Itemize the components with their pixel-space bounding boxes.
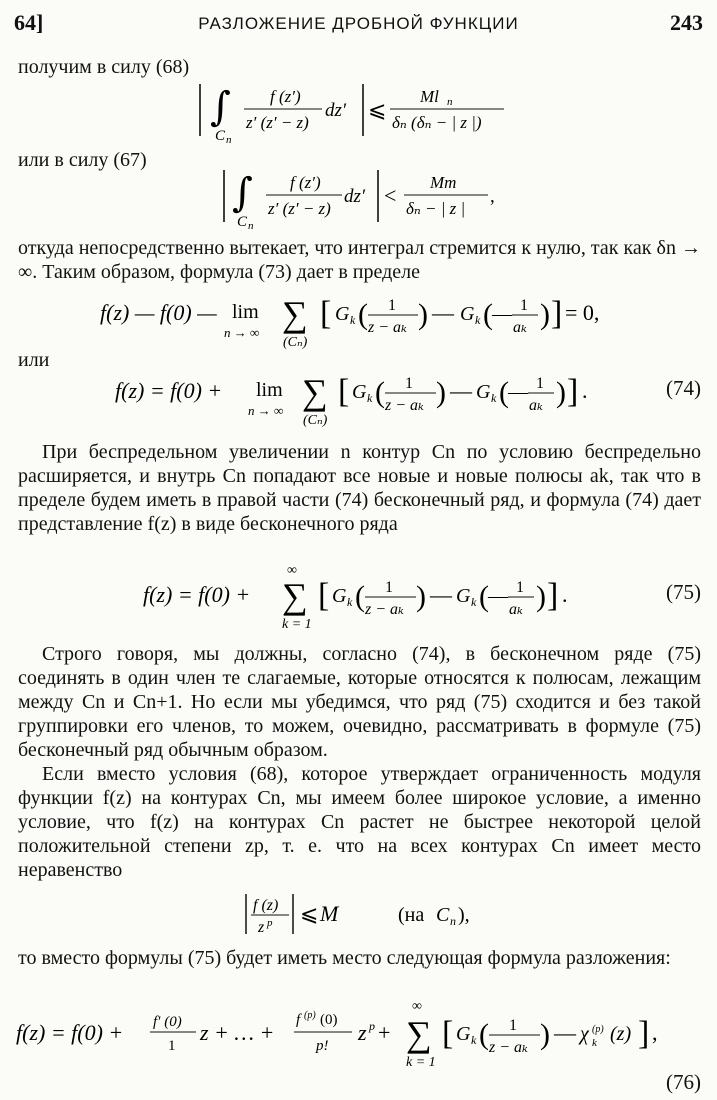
svg-text:z: z bbox=[258, 919, 265, 936]
svg-text:k = 1: k = 1 bbox=[282, 617, 312, 632]
svg-text:—: — bbox=[450, 378, 472, 403]
svg-text:Ml: Ml bbox=[420, 87, 439, 106]
svg-text:(: ( bbox=[358, 298, 368, 331]
svg-text:1: 1 bbox=[405, 375, 413, 392]
svg-text:.: . bbox=[562, 582, 568, 607]
svg-text:—: — bbox=[430, 582, 452, 607]
svg-text:G: G bbox=[476, 381, 491, 403]
svg-text:(Cₙ): (Cₙ) bbox=[283, 335, 308, 350]
svg-text:): ) bbox=[540, 1018, 550, 1051]
paragraph-or-67: или в силу (67) bbox=[18, 149, 147, 171]
svg-text:C: C bbox=[237, 214, 248, 230]
svg-text:p: p bbox=[267, 917, 273, 929]
svg-text:): ) bbox=[418, 298, 428, 331]
svg-text:1: 1 bbox=[520, 297, 528, 314]
svg-text:G: G bbox=[335, 303, 350, 325]
equation-75 bbox=[0, 562, 717, 632]
svg-text:): ) bbox=[556, 376, 566, 409]
svg-text:—: — bbox=[508, 381, 528, 403]
svg-text:): ) bbox=[540, 298, 550, 331]
svg-text:(на: (на bbox=[398, 904, 425, 926]
svg-text:∞: ∞ bbox=[412, 999, 422, 1014]
paragraph-growth-condition: Если вместо условия (68), которое утверждает ограниченность модуля функции f(z) на контурах Cn, мы имеем более широкое условие, а именно условие, что f(z) на контурах Cn растет не быстрее некоторой целой положительной степени zp, т. е. что на всех контурах Cn имеет место неравенство bbox=[18, 763, 701, 881]
svg-text:(z): (z) bbox=[610, 1023, 632, 1045]
svg-text:⩽: ⩽ bbox=[368, 97, 387, 122]
svg-text:(: ( bbox=[479, 580, 489, 613]
svg-text:—: — bbox=[488, 585, 508, 607]
svg-text:∑: ∑ bbox=[282, 294, 308, 334]
svg-text:—: — bbox=[492, 303, 512, 325]
svg-text:aₖ: aₖ bbox=[529, 397, 543, 414]
svg-text:(: ( bbox=[479, 1018, 489, 1051]
svg-text:∫: ∫ bbox=[232, 170, 253, 216]
svg-text:p: p bbox=[369, 1019, 375, 1033]
svg-text:n → ∞: n → ∞ bbox=[248, 403, 284, 418]
paragraph-strictly-speaking: Строго говоря, мы должны, согласно (74), в бесконечном ряде (75) соединять в один член те слагаемые, которые относятся к полюсам, лежащим между Cn и Cn+1. Но если мы убедимся, что ряд (75) сходится и без такой группировки его членов, то можем, очевидно, рассматривать в формуле (75) бесконечный ряд обычным образом. bbox=[18, 643, 701, 761]
equation-limit-zero bbox=[0, 290, 717, 350]
svg-text:(p): (p) bbox=[304, 1010, 316, 1021]
svg-text:): ) bbox=[416, 580, 426, 613]
svg-text:∑: ∑ bbox=[302, 372, 328, 412]
equation-76 bbox=[0, 996, 717, 1094]
svg-text:k: k bbox=[471, 595, 477, 609]
svg-text:[: [ bbox=[338, 373, 350, 410]
svg-text:k: k bbox=[592, 1037, 597, 1049]
svg-text:): ) bbox=[436, 376, 446, 409]
svg-text:f (z): f (z) bbox=[253, 897, 279, 914]
svg-text:n: n bbox=[447, 96, 453, 108]
svg-text:z: z bbox=[358, 1020, 367, 1045]
svg-text:∑: ∑ bbox=[406, 1014, 432, 1054]
svg-text:k: k bbox=[350, 313, 356, 327]
svg-text:(0): (0) bbox=[320, 1012, 338, 1028]
svg-text:z′ (z′ − z): z′ (z′ − z) bbox=[246, 113, 309, 132]
svg-text:(: ( bbox=[483, 298, 493, 331]
svg-text:δₙ (δₙ − | z |): δₙ (δₙ − | z |) bbox=[392, 113, 482, 132]
svg-text:z′ (z′ − z): z′ (z′ − z) bbox=[268, 199, 331, 218]
svg-text:k: k bbox=[491, 391, 497, 405]
svg-text:k: k bbox=[471, 1033, 477, 1047]
svg-text:.: . bbox=[582, 378, 588, 403]
svg-text:(p): (p) bbox=[592, 1024, 604, 1035]
svg-text:∫: ∫ bbox=[210, 84, 231, 130]
svg-text:z + … +: z + … + bbox=[200, 1020, 275, 1045]
svg-text:n → ∞: n → ∞ bbox=[224, 325, 260, 340]
svg-text:G: G bbox=[460, 303, 475, 325]
paragraph-integral-tends: откуда непосредственно вытекает, что интеграл стремится к нулю, так как δn → ∞. Таким образом, формула (73) дает в пределе bbox=[18, 237, 701, 283]
svg-text:aₖ: aₖ bbox=[509, 601, 523, 618]
svg-text:,: , bbox=[652, 1020, 658, 1045]
svg-text:): ) bbox=[536, 580, 546, 613]
svg-text:n: n bbox=[248, 220, 254, 232]
svg-text:lim: lim bbox=[256, 379, 283, 401]
svg-text:∞: ∞ bbox=[287, 563, 297, 578]
svg-text:f(z) — f(0) —: f(z) — f(0) — bbox=[100, 300, 217, 325]
svg-text:]: ] bbox=[567, 373, 579, 410]
running-title: РАЗЛОЖЕНИЕ ДРОБНОЙ ФУНКЦИИ bbox=[198, 14, 519, 33]
svg-text:δₙ − | z |: δₙ − | z | bbox=[406, 199, 466, 218]
svg-text:f′ (0): f′ (0) bbox=[153, 1014, 182, 1030]
svg-text:]: ] bbox=[547, 577, 559, 614]
svg-text:χ: χ bbox=[580, 1023, 589, 1045]
page-number: 243 bbox=[670, 10, 703, 35]
equation-number-74: (74) bbox=[666, 376, 701, 400]
svg-text:G: G bbox=[352, 381, 367, 403]
svg-text:]: ] bbox=[638, 1015, 650, 1052]
svg-text:lim: lim bbox=[232, 301, 259, 323]
svg-text:dz′: dz′ bbox=[325, 100, 347, 121]
svg-text:1: 1 bbox=[388, 297, 396, 314]
svg-text:aₖ: aₖ bbox=[513, 319, 527, 336]
paragraph-expansion-formula: то вместо формулы (75) будет иметь место следующая формула разложения: bbox=[18, 947, 671, 969]
svg-text:C: C bbox=[436, 904, 450, 926]
svg-text:f(z) = f(0) +: f(z) = f(0) + bbox=[143, 582, 251, 607]
svg-text:z − aₖ: z − aₖ bbox=[368, 319, 407, 336]
equation-growth-bound bbox=[0, 888, 717, 940]
svg-text:C: C bbox=[215, 128, 226, 144]
svg-text:),: ), bbox=[458, 904, 470, 926]
svg-text:]: ] bbox=[551, 295, 563, 332]
svg-text:,: , bbox=[490, 186, 495, 207]
paragraph-intro: получим в силу (68) bbox=[18, 56, 190, 78]
svg-text:—: — bbox=[432, 300, 454, 325]
running-header bbox=[14, 10, 703, 40]
svg-text:(: ( bbox=[355, 580, 365, 613]
svg-text:= 0,: = 0, bbox=[565, 300, 600, 325]
svg-text:G: G bbox=[332, 585, 347, 607]
svg-text:z − aₖ: z − aₖ bbox=[489, 1039, 528, 1056]
svg-text:k: k bbox=[475, 313, 481, 327]
svg-text:z − aₖ: z − aₖ bbox=[385, 397, 424, 414]
equation-number-75: (75) bbox=[666, 580, 701, 604]
equation-number-76: (76) bbox=[666, 1070, 701, 1094]
svg-text:1: 1 bbox=[536, 375, 544, 392]
svg-text:dz′: dz′ bbox=[344, 186, 366, 207]
svg-text:[: [ bbox=[442, 1015, 454, 1052]
section-number: 64] bbox=[14, 10, 44, 35]
svg-text:k: k bbox=[347, 595, 353, 609]
svg-text:(: ( bbox=[499, 376, 509, 409]
svg-text:f (z′): f (z′) bbox=[270, 87, 301, 106]
svg-text:G: G bbox=[456, 585, 471, 607]
svg-text:+: + bbox=[378, 1020, 391, 1045]
paragraph-or: или bbox=[18, 349, 50, 371]
svg-text:p!: p! bbox=[316, 1038, 329, 1054]
svg-text:1: 1 bbox=[509, 1017, 517, 1034]
svg-text:(Cₙ): (Cₙ) bbox=[303, 413, 328, 428]
equation-inequality-67 bbox=[0, 166, 717, 232]
svg-text:n: n bbox=[226, 134, 232, 146]
svg-text:(: ( bbox=[375, 376, 385, 409]
svg-text:G: G bbox=[456, 1023, 471, 1045]
svg-text:f(z) = f(0) +: f(z) = f(0) + bbox=[16, 1020, 124, 1045]
svg-text:1: 1 bbox=[385, 579, 393, 596]
svg-text:<: < bbox=[384, 183, 397, 208]
svg-text:∑: ∑ bbox=[282, 576, 308, 616]
svg-text:⩽: ⩽ bbox=[300, 901, 319, 926]
svg-text:M: M bbox=[320, 901, 339, 926]
equation-74 bbox=[0, 368, 717, 428]
svg-text:f(z) = f(0) +: f(z) = f(0) + bbox=[115, 378, 223, 403]
svg-text:[: [ bbox=[318, 577, 330, 614]
svg-text:[: [ bbox=[320, 295, 332, 332]
svg-text:n: n bbox=[450, 914, 456, 928]
svg-text:Mm: Mm bbox=[430, 173, 457, 192]
svg-text:1: 1 bbox=[168, 1038, 176, 1054]
svg-text:k: k bbox=[367, 391, 373, 405]
svg-text:—: — bbox=[554, 1020, 576, 1045]
equation-inequality-68 bbox=[0, 80, 717, 146]
svg-text:f (z′): f (z′) bbox=[290, 173, 321, 192]
paragraph-contour-expands: При беспредельном увеличении n контур Cn по условию беспредельно расширяется, и внутрь Cn попадают все новые и новые полюсы ak, так что в пределе будем иметь в правой части (74) бесконечный ряд, и формула (74) дает представление f(z) в виде бесконечного ряда bbox=[18, 441, 701, 535]
svg-text:f: f bbox=[296, 1012, 301, 1028]
svg-text:1: 1 bbox=[516, 579, 524, 596]
svg-text:k = 1: k = 1 bbox=[406, 1055, 436, 1070]
svg-text:z − aₖ: z − aₖ bbox=[365, 601, 404, 618]
